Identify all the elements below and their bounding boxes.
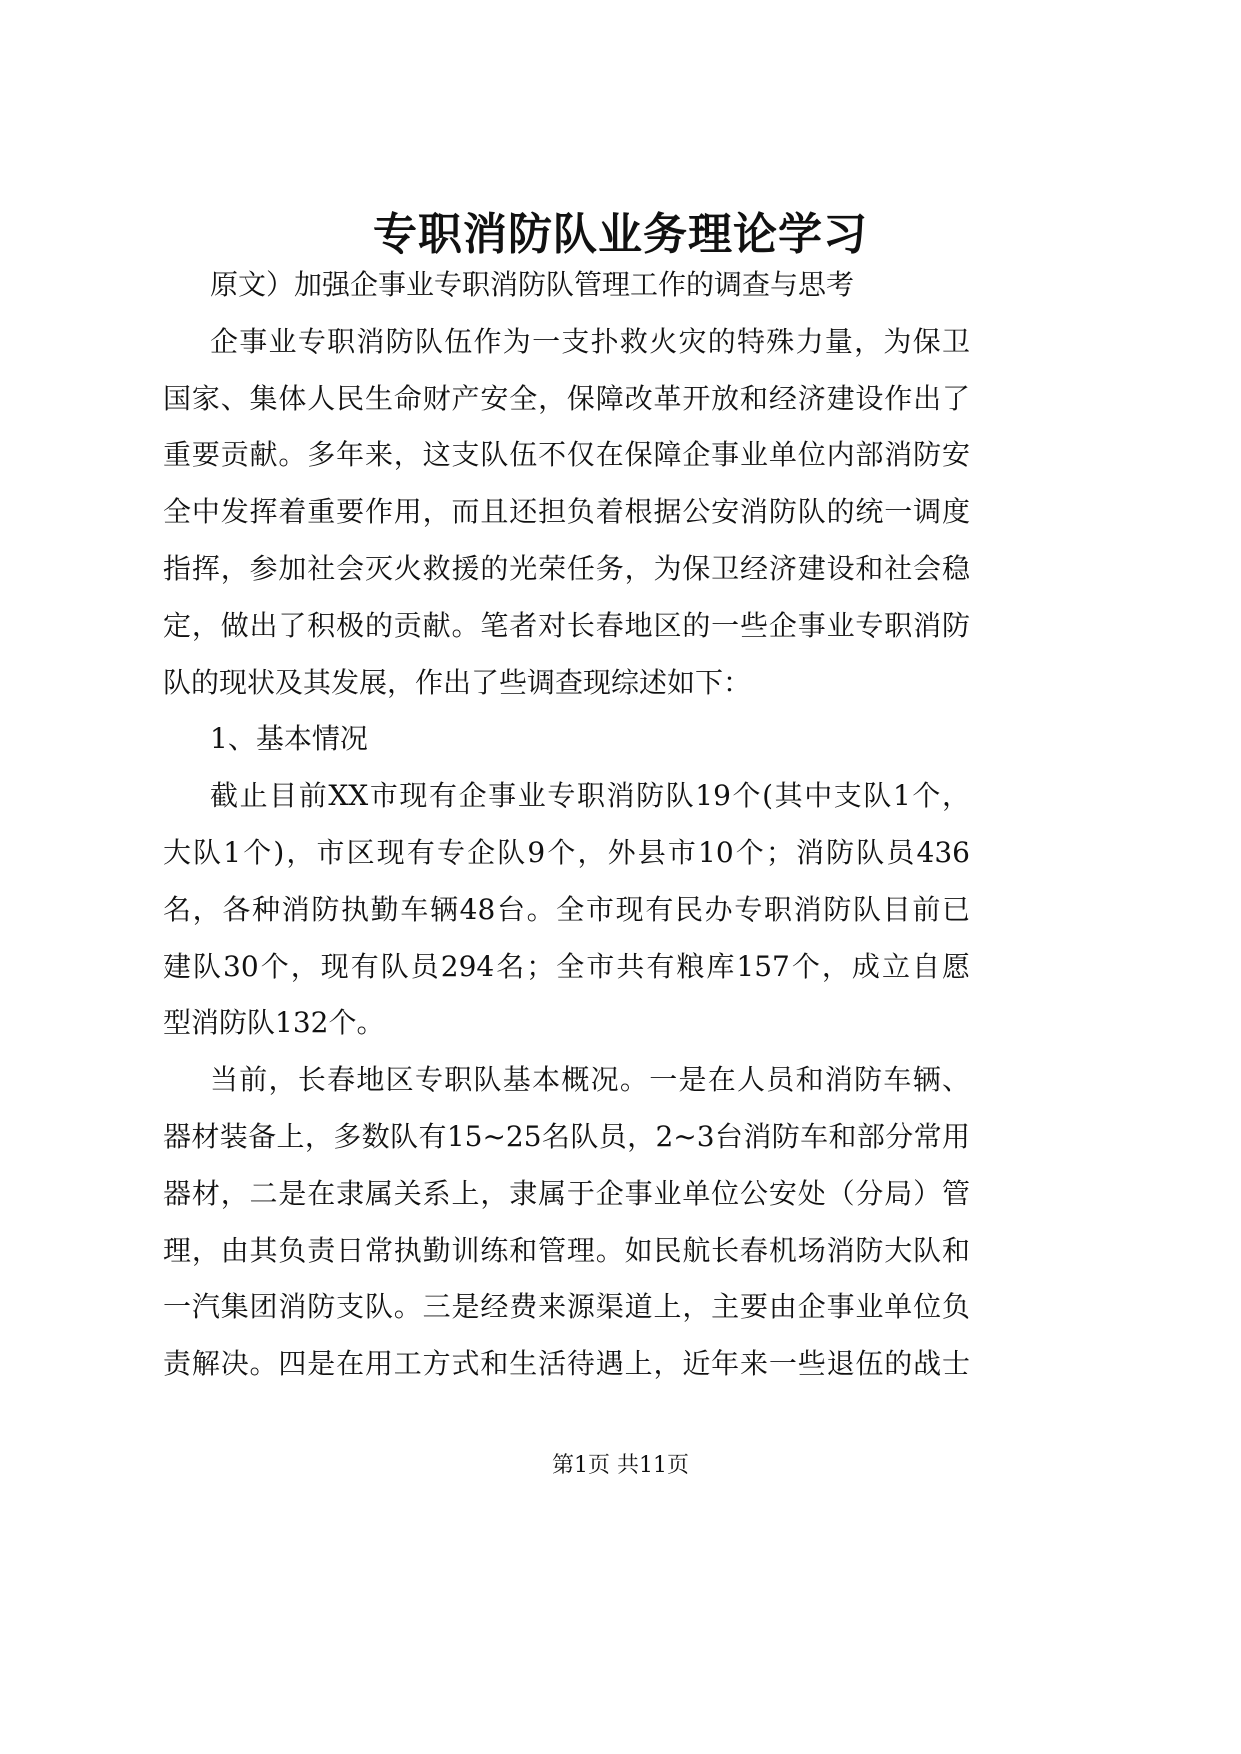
text-line: 原文）加强企事业专职消防队管理工作的调查与思考: [210, 268, 855, 301]
text-line: 理，由其负责日常执勤训练和管理。如民航长春机场消防大队和: [163, 1233, 970, 1267]
text-line: 截止目前XX市现有企事业专职消防队19个(其中支队1个，: [210, 779, 970, 813]
text-line: 责解决。四是在用工方式和生活待遇上，近年来一些退伍的战士: [163, 1347, 970, 1381]
text-line: 重要贡献。多年来，这支队伍不仅在保障企事业单位内部消防安: [163, 438, 970, 472]
text-line: 队的现状及其发展，作出了些调查现综述如下：: [163, 665, 752, 699]
text-line: 当前，长春地区专职队基本概况。一是在人员和消防车辆、: [210, 1063, 970, 1097]
text-line: 名，各种消防执勤车辆48台。全市现有民办专职消防队目前已: [163, 892, 970, 926]
text-line: 型消防队132个。: [163, 1006, 385, 1040]
text-line: 建队30个，现有队员294名；全市共有粮库157个，成立自愿: [163, 949, 970, 983]
text-line: 器材装备上，多数队有15~25名队员，2~3台消防车和部分常用: [163, 1120, 970, 1153]
text-line: 全中发挥着重要作用，而且还担负着根据公安消防队的统一调度: [163, 495, 970, 529]
text-line: 器材，二是在隶属关系上，隶属于企事业单位公安处（分局）管: [163, 1176, 970, 1210]
text-line: 企事业专职消防队伍作为一支扑救火灾的特殊力量，为保卫: [210, 324, 970, 358]
text-line: 定，做出了积极的贡献。笔者对长春地区的一些企事业专职消防: [163, 608, 970, 642]
document-title: 专职消防队业务理论学习: [373, 209, 868, 260]
page-footer: 第1页 共11页: [552, 1453, 689, 1478]
text-line: 1、基本情况: [210, 722, 368, 756]
text-line: 国家、集体人民生命财产安全，保障改革开放和经济建设作出了: [163, 381, 970, 415]
text-line: 一汽集团消防支队。三是经费来源渠道上，主要由企事业单位负: [163, 1290, 970, 1324]
text-line: 指挥，参加社会灭火救援的光荣任务，为保卫经济建设和社会稳: [163, 552, 970, 585]
text-line: 大队1个)，市区现有专企队9个，外县市10个；消防队员436: [163, 836, 970, 869]
